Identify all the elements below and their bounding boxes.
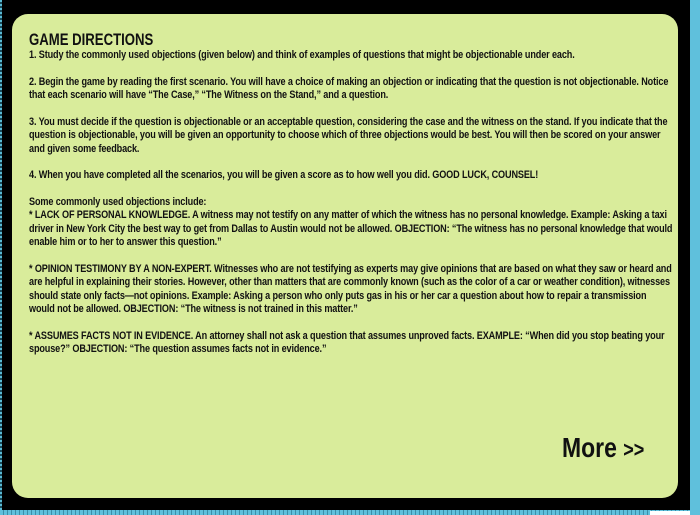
more-button[interactable]: [562, 433, 644, 465]
objection-assumes-facts: * ASSUMES FACTS NOT IN EVIDENCE. An attorney shall not ask a question that assumes unproved facts. EXAMPLE: “When did you stop beating your spouse?” OBJECTION: “The question assumes facts not in evidence.”: [29, 329, 665, 355]
objection-lack-of-knowledge: * LACK OF PERSONAL KNOWLEDGE. A witness may not testify on any matter of which the witness has no personal knowledge. Example: Asking a taxi driver in New York City the best way to get from Dallas to Austin would not be allowed. OBJECTION: “The witness has no personal knowledge that would enable him or to her to answer this question.”: [29, 209, 673, 248]
objections-intro: Some commonly used objections include:: [29, 195, 207, 208]
left-edge-strip: [0, 0, 2, 515]
step-3: 3. You must decide if the question is objectionable or an acceptable question, considering the case and the witness on the stand. If you indicate that the question is objectionable, you will be given an opportunity to choose which of three objections would be best. You will then be scored on your answer and given some feedback.: [29, 115, 668, 155]
double-chevron-right-icon: >>: [623, 437, 645, 462]
more-button-label: More: [562, 432, 617, 463]
step-4: 4. When you have completed all the scenarios, you will be given a score as to how well you did. GOOD LUCK, COUNSEL!: [29, 169, 539, 181]
right-accent-strip: [690, 0, 700, 515]
step-2: 2. Begin the game by reading the first scenario. You will have a choice of making an objection or indicating that the question is not objectionable. Notice that each scenario will have “The Case,” “The Witness on the Stand,” and a question.: [29, 75, 669, 101]
bottom-accent-strip: [0, 510, 690, 515]
directions-content: [29, 31, 674, 357]
step-1: 1. Study the commonly used objections (given below) and think of examples of questions that might be objectionable under each.: [29, 49, 575, 61]
page-title: GAME DIRECTIONS: [29, 30, 154, 49]
bottom-white-box: [650, 511, 690, 515]
objection-opinion-testimony: * OPINION TESTIMONY BY A NON-EXPERT. Witnesses who are not testifying as experts may give opinions that are based on what they saw or heard and are helpful in explaining their stories. However, other than matters that are commonly known (such as the color of a car or weather condition), witnesses should state only facts—not opinions. Example: Asking a person who only puts gas in his or her car a question about how to repair a transmission would not be allowed. OBJECTION: “The witness is not trained in this matter.”: [29, 262, 672, 315]
